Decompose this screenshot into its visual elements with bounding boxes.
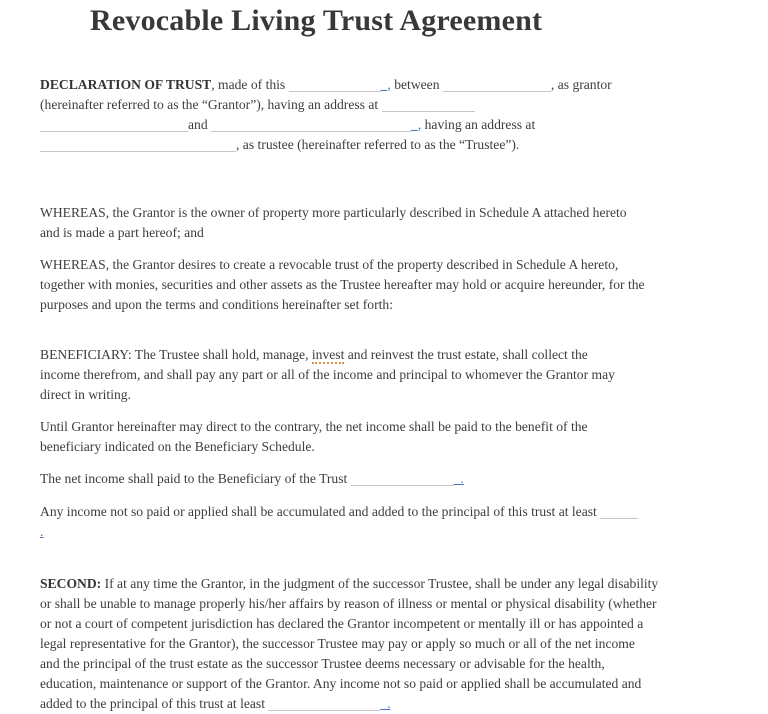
text-run: added to the principal of this trust at least — [40, 696, 269, 711]
text-run: having an address at — [421, 117, 536, 132]
text-run: If at any time the Grantor, in the judgment of the successor Trustee, shall be under any legal disability — [101, 576, 659, 591]
text-run: BENEFICIARY: The Trustee shall hold, manage, — [40, 347, 312, 362]
document-body — [0, 75, 768, 714]
text-run: or shall be unable to manage properly his/her affairs by reason of illness or mental or physical disability (whether — [40, 596, 657, 611]
text-line — [40, 417, 732, 437]
text-run: (hereinafter referred to as the “Grantor”), having an address at — [40, 97, 382, 112]
text-run: WHEREAS, the Grantor is the owner of property more particularly described in Schedule A attached hereto — [40, 205, 627, 220]
text-line — [40, 594, 732, 614]
paragraph-net-income — [40, 469, 732, 489]
blank-link-mark[interactable]: _, — [411, 117, 422, 132]
text-line — [40, 502, 732, 522]
text-run: Any income not so paid or applied shall be accumulated and added to the principal of this trust at least — [40, 504, 601, 519]
fill-in-blank — [382, 100, 475, 112]
text-run: and — [188, 117, 212, 132]
text-run: , as grantor — [550, 77, 612, 92]
text-line — [40, 522, 732, 542]
text-line — [40, 345, 732, 365]
text-run: and reinvest the trust estate, shall collect the — [344, 347, 588, 362]
text-line — [40, 634, 732, 654]
spellcheck-underlined-word: invest — [311, 347, 345, 362]
text-line — [40, 654, 732, 674]
paragraph-declaration — [40, 75, 732, 155]
blank-link-mark[interactable]: _. — [380, 696, 391, 711]
text-line — [40, 674, 732, 694]
text-run: income therefrom, and shall pay any part or all of the income and principal to whomever the Grantor may — [40, 367, 615, 382]
text-run: and the principal of the trust estate as the successor Trustee deems necessary or advisable for the health, — [40, 656, 605, 671]
text-run: direct in writing. — [40, 387, 131, 402]
paragraph-whereas-desires — [40, 255, 732, 315]
paragraph-any-income — [40, 502, 732, 542]
blank-link-mark[interactable]: _, — [380, 77, 391, 92]
text-line — [40, 203, 732, 223]
text-line — [40, 694, 732, 714]
text-line — [40, 115, 732, 135]
document-title: Revocable Living Trust Agreement — [90, 4, 543, 37]
text-run: , as trustee (hereinafter referred to as the “Trustee”). — [236, 137, 520, 152]
fill-in-blank — [40, 120, 188, 132]
text-run: together with monies, securities and other assets as the Trustee hereafter may hold or acquire hereunder, for the — [40, 277, 645, 292]
text-line — [40, 75, 732, 95]
fill-in-blank — [443, 80, 551, 92]
text-line — [40, 95, 732, 115]
text-run: , made of this — [211, 77, 289, 92]
text-line — [40, 469, 732, 489]
fill-in-blank — [289, 80, 381, 92]
blank-link-mark[interactable]: . — [40, 524, 44, 539]
text-line — [40, 365, 732, 385]
text-line — [40, 437, 732, 457]
paragraph-until-grantor — [40, 417, 732, 457]
text-run: The net income shall paid to the Beneficiary of the Trust — [40, 471, 351, 486]
text-run: beneficiary indicated on the Beneficiary Schedule. — [40, 439, 315, 454]
text-run: between — [390, 77, 443, 92]
text-line — [40, 574, 732, 594]
paragraph-second — [40, 574, 732, 714]
text-run: and is made a part hereof; and — [40, 225, 204, 240]
text-line — [40, 135, 732, 155]
fill-in-blank — [40, 140, 236, 152]
paragraph-whereas-owner — [40, 203, 732, 243]
fill-in-blank — [351, 474, 454, 486]
text-run: or not a court of competent jurisdiction has declared the Grantor incompetent or mentally ill or has appointed a — [40, 616, 644, 631]
fill-in-blank — [268, 699, 380, 711]
text-run: WHEREAS, the Grantor desires to create a revocable trust of the property described in Schedule A hereto, — [40, 257, 619, 272]
text-line — [40, 223, 732, 243]
bold-heading-run: DECLARATION OF TRUST — [40, 77, 212, 92]
text-run: purposes and upon the terms and conditions hereinafter set forth: — [40, 297, 393, 312]
text-line — [40, 295, 732, 315]
fill-in-blank — [211, 120, 411, 132]
text-line — [40, 385, 732, 405]
bold-heading-run: SECOND: — [40, 576, 102, 591]
blank-link-mark[interactable]: _. — [453, 471, 464, 486]
text-run: Until Grantor hereinafter may direct to the contrary, the net income shall be paid to the benefit of the — [40, 419, 588, 434]
document-page — [0, 4, 768, 713]
text-line — [40, 614, 732, 634]
text-run: education, maintenance or support of the Grantor. Any income not so paid or applied shall be accumulated and — [40, 676, 642, 691]
paragraph-beneficiary — [40, 345, 732, 405]
text-line — [40, 255, 732, 275]
text-line — [40, 275, 732, 295]
fill-in-blank — [600, 507, 638, 519]
text-run: legal representative for the Grantor), the successor Trustee may pay or apply so much or all of the net income — [40, 636, 635, 651]
